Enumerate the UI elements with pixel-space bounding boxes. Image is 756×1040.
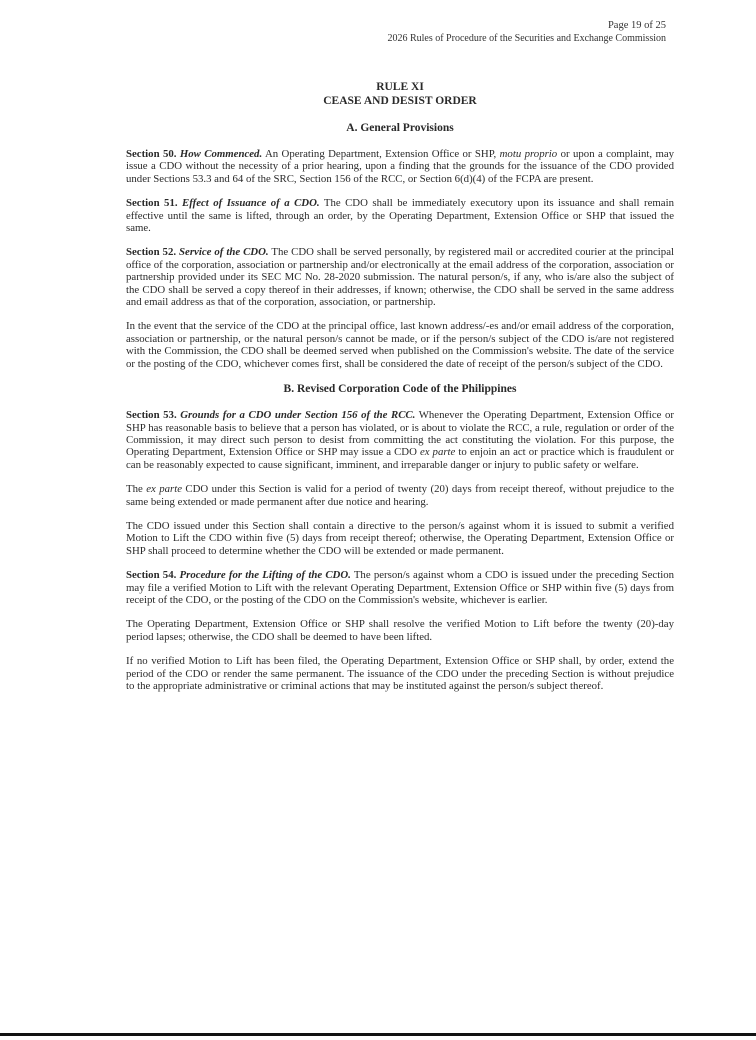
latin-term: ex parte — [146, 483, 182, 496]
section-50 — [126, 148, 674, 185]
section-text: The CDO shall be immediately executory upon its issuance and shall remain effective until the same is lifted, through an order, by the Operating Department, Extension Office or SHP that issued the same. — [126, 197, 674, 235]
section-label: Section 51. — [126, 197, 178, 210]
paragraph-text: The — [126, 483, 147, 496]
section-51 — [126, 197, 674, 234]
section-label: Section 54. — [126, 569, 177, 582]
latin-term: ex parte — [419, 446, 456, 459]
heading-revised-corporation-code: B. Revised Corporation Code of the Philippines — [283, 383, 517, 396]
scan-edge-line — [0, 1033, 756, 1036]
rule-number: RULE XI — [376, 81, 424, 93]
page-number: Page 19 of 25 — [607, 20, 666, 31]
paragraph-resolve-motion: The Operating Department, Extension Office or SHP shall resolve the verified Motion to Lift before the twenty (20)-day period lapses; otherwise, the CDO shall be deemed to have been lifted. — [126, 618, 674, 643]
section-title: Service of the CDO. — [179, 246, 269, 259]
paragraph-no-motion-filed: If no verified Motion to Lift has been filed, the Operating Department, Extension Office or SHP shall, by order, extend the period of the CDO or render the same permanent. The issuance of the CDO under the preceding Section is without prejudice to the appropriate administrative or criminal actions that may be instituted against the person/s subject thereof. — [126, 655, 674, 692]
section-text: Whenever the Operating Department, Extension Office or SHP has reasonable basis to believe that a person has violated, or is about to violate the RCC, a rule, regulation or order of the Commission, it may direct such person to desist from committing the act constituting the violation. For this purpose, the Operating Department, Extension Office or SHP may issue a CDO — [126, 409, 675, 459]
section-text: to enjoin an act or practice which is fraudulent or can be reasonably expected to cause significant, imminent, and irreparable danger or injury to public safety or welfare. — [126, 446, 674, 471]
rule-title: CEASE AND DESIST ORDER — [323, 95, 477, 107]
latin-term: motu proprio — [499, 148, 558, 160]
paragraph-directive: The CDO issued under this Section shall contain a directive to the person/s against whom it is issued to submit a verified Motion to Lift the CDO within five (5) days from receipt thereof; otherwise, the Operating Department, Extension Office or SHP shall proceed to determine whether the CDO will be extended or made permanent. — [126, 519, 674, 557]
section-label: Section 53. — [126, 409, 177, 422]
paragraph-text: CDO under this Section is valid for a period of twenty (20) days from receipt thereof, without prejudice to the same being extended or made permanent after due notice and hearing. — [126, 483, 674, 508]
paragraph-service-publication: In the event that the service of the CDO at the principal office, last known address/-es and/or email address of the corporation, association or partnership, or the natural person/s cannot be made, or if the person/s subject of the CDO is/are not registered with the Commission, the CDO shall be deemed served when published on the Commission's website. The date of the service or the posting of the CDO, whichever comes first, shall be considered the date of receipt of the person/s subject of the CDO. — [126, 320, 674, 370]
section-53 — [126, 409, 674, 471]
section-54 — [126, 569, 674, 606]
section-label: Section 50. — [126, 148, 177, 160]
section-title: Effect of Issuance of a CDO. — [182, 197, 320, 210]
page-header — [387, 19, 666, 45]
document-body — [126, 80, 674, 704]
section-text: or upon a complaint, may issue a CDO without the necessity of a prior hearing, upon a finding that the grounds for the issuance of the CDO provided under Sections 53.3 and 64 of the SRC, Section 156 of the RCC, or Section 6(d)(4) of the FCPA are present. — [126, 148, 675, 185]
document-title: 2026 Rules of Procedure of the Securities and Exchange Commission — [387, 33, 666, 44]
section-text: The person/s against whom a CDO is issued under the preceding Section may file a verified Motion to Lift with the relevant Operating Department, Extension Office or SHP within five (5) days from receipt of the CDO, or the posting of the CDO on the Commission's website, whichever is earlier. — [126, 569, 674, 606]
section-text: The CDO shall be served personally, by registered mail or accredited courier at the principal office of the corporation, association or partnership and/or electronically at the email address of the corporation, association or partnership provided under its SEC MC No. 28-2020 submission. The natural person/s, if any, who is/are also the subject of the CDO shall be served a copy thereof in their addresses, if known; otherwise, the CDO shall be served in the same address and email address as that of the corporation, association, or partnership. — [126, 246, 675, 309]
section-title: Procedure for the Lifting of the CDO. — [179, 569, 351, 582]
section-title: How Commenced. — [179, 148, 263, 160]
heading-general-provisions: A. General Provisions — [346, 122, 454, 134]
section-text: An Operating Department, Extension Office or SHP, — [262, 148, 500, 160]
section-52 — [126, 246, 674, 308]
section-label: Section 52. — [126, 246, 177, 259]
paragraph-ex-parte-validity — [126, 483, 674, 508]
section-title: Grounds for a CDO under Section 156 of the RCC. — [180, 409, 416, 422]
